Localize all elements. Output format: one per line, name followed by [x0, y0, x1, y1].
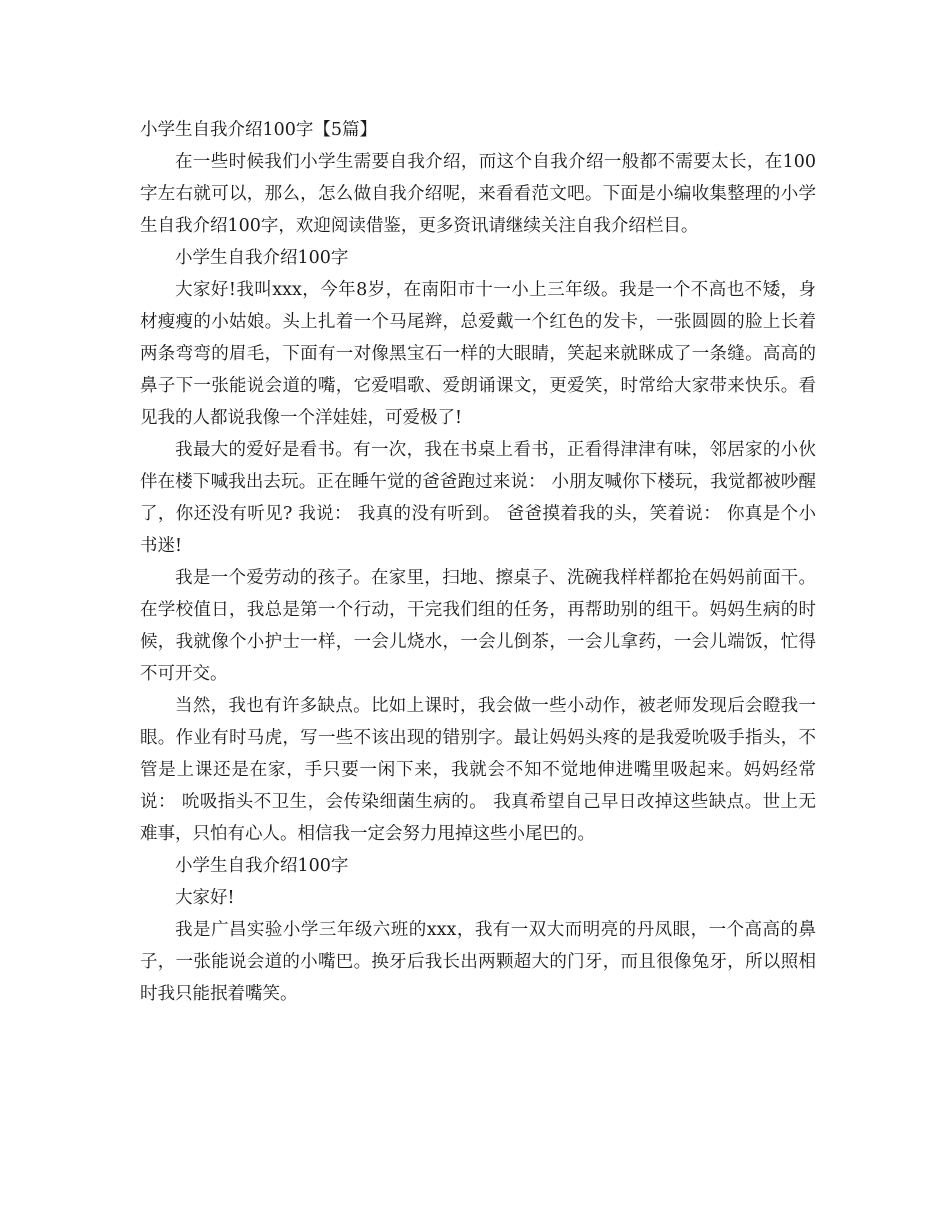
section-1-paragraph-2: 我最大的爱好是看书。有一次，我在书桌上看书，正看得津津有味，邻居家的小伙伴在楼下喊我出去玩。正在睡午觉的爸爸跑过来说： 小朋友喊你下楼玩，我觉都被吵醒了，你还没有听见? 我说： 我真的没有听到。 爸爸摸着我的头，笑着说： 你真是个小书迷! [140, 440, 816, 556]
section-1-paragraph-4: 当然，我也有许多缺点。比如上课时，我会做一些小动作，被老师发现后会瞪我一眼。作业有时马虎，写一些不该出现的错别字。最让妈妈头疼的是我爱吮吸手指头，不管是上课还是在家，手只要一闲下来，我就会不知不觉地伸进嘴里吸起来。妈妈经常说： 吮吸指头不卫生，会传染细菌生病的。 我真希望自己早日改掉这些缺点。世上无难事，只怕有心人。相信我一定会努力甩掉这些小尾巴的。 [140, 696, 816, 844]
document-page [140, 114, 816, 1010]
section-2-greeting: 大家好! [175, 888, 235, 908]
intro-paragraph: 在一些时候我们小学生需要自我介绍，而这个自我介绍一般都不需要太长，在100字左右就可以，那么，怎么做自我介绍呢，来看看范文吧。下面是小编收集整理的小学生自我介绍100字，欢迎阅读借鉴，更多资讯请继续关注自我介绍栏目。 [140, 152, 816, 236]
section-1-paragraph-3: 我是一个爱劳动的孩子。在家里，扫地、擦桌子、洗碗我样样都抢在妈妈前面干。在学校值日，我总是第一个行动，干完我们组的任务，再帮助别的组干。妈妈生病的时候，我就像个小护士一样，一会儿烧水，一会儿倒茶，一会儿拿药，一会儿端饭，忙得不可开交。 [140, 568, 816, 684]
document-title: 小学生自我介绍100字【5篇】 [140, 120, 378, 140]
section-2-paragraph-1: 我是广昌实验小学三年级六班的xxx，我有一双大而明亮的丹凤眼，一个高高的鼻子，一张能说会道的小嘴巴。换牙后我长出两颗超大的门牙，而且很像兔牙，所以照相时我只能抿着嘴笑。 [140, 920, 816, 1004]
section-1-heading: 小学生自我介绍100字 [175, 248, 349, 268]
section-1-paragraph-1: 大家好!我叫xxx，今年8岁，在南阳市十一小上三年级。我是一个不高也不矮，身材瘦瘦的小姑娘。头上扎着一个马尾辫，总爱戴一个红色的发卡，一张圆圆的脸上长着两条弯弯的眉毛，下面有一对像黑宝石一样的大眼睛，笑起来就眯成了一条缝。高高的鼻子下一张能说会道的嘴，它爱唱歌、爱朗诵课文，更爱笑，时常给大家带来快乐。看见我的人都说我像一个洋娃娃，可爱极了! [140, 280, 816, 428]
section-2-heading: 小学生自我介绍100字 [175, 856, 349, 876]
